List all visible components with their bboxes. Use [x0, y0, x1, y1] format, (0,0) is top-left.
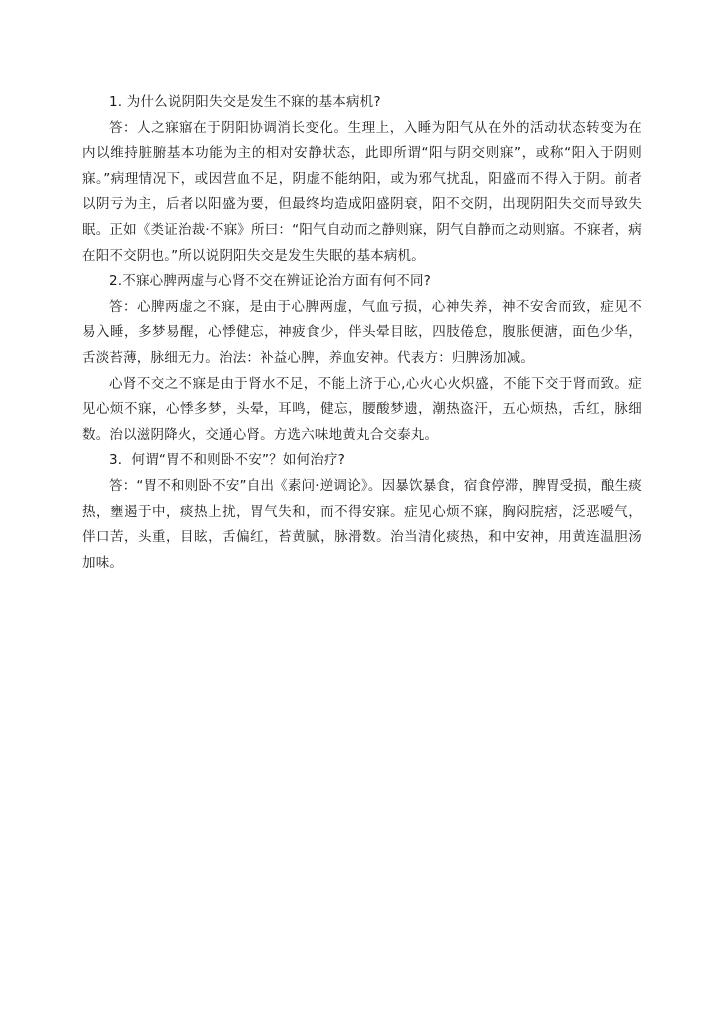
answer-2-part-2: 心肾不交之不寐是由于肾水不足，不能上济于心,心火心火炽盛，不能下交于肾而致。症见心烦不寐，心悸多梦，头晕，耳鸣，健忘，腰酸梦遗，潮热盗汗，五心烦热，舌红，脉细数。治以滋阴降火，交通心肾。方选六味地黄丸合交泰丸。	[82, 375, 642, 443]
answer-2-part-1: 答：心脾两虚之不寐，是由于心脾两虚，气血亏损，心神失养，神不安舍而致，症见不易入睡，多梦易醒，心悸健忘，神疲食少，伴头晕目眩，四肢倦怠，腹胀便溏，面色少华，舌淡苔薄，脉细无力。治法：补益心脾，养血安神。代表方：归脾汤加减。	[82, 298, 642, 366]
question-2: 2.不寐心脾两虚与心肾不交在辨证论治方面有何不同?	[109, 273, 432, 290]
answer-1: 答：人之寐寤在于阴阳协调消长变化。生理上，入睡为阳气从在外的活动状态转变为在内以维持脏腑基本功能为主的相对安静状态，此即所谓“阳与阴交则寐”，或称“阳入于阴则寐。”病理情况下，或因营血不足，阴虚不能纳阳，或为邪气扰乱，阳盛而不得入于阴。前者以阴亏为主，后者以阳盛为要，但最终均造成阳盛阴衰，阳不交阴，出现阴阳失交而导致失眠。正如《类证治裁·不寐》所曰：“阳气自动而之静则寐，阴气自静而之动则寤。不寐者，病在阳不交阴也。”所以说阴阳失交是发生失眠的基本病机。	[82, 119, 642, 264]
question-1: 1. 为什么说阴阳失交是发生不寐的基本病机?	[109, 94, 381, 110]
answer-3: 答：“胃不和则卧不安”自出《素问·逆调论》。因暴饮暴食，宿食停滞，脾胃受损，酿生痰热，壅遏于中，痰热上扰，胃气失和，而不得安寐。症见心烦不寐，胸闷脘痞，泛恶嗳气，伴口苦，头重，目眩，舌偏红，苔黄腻，脉滑数。治当清化痰热，和中安神，用黄连温胆汤加味。	[82, 477, 642, 571]
question-3: 3．何谓“胃不和则卧不安”？如何治疗?	[109, 452, 346, 469]
document-body	[82, 90, 642, 576]
